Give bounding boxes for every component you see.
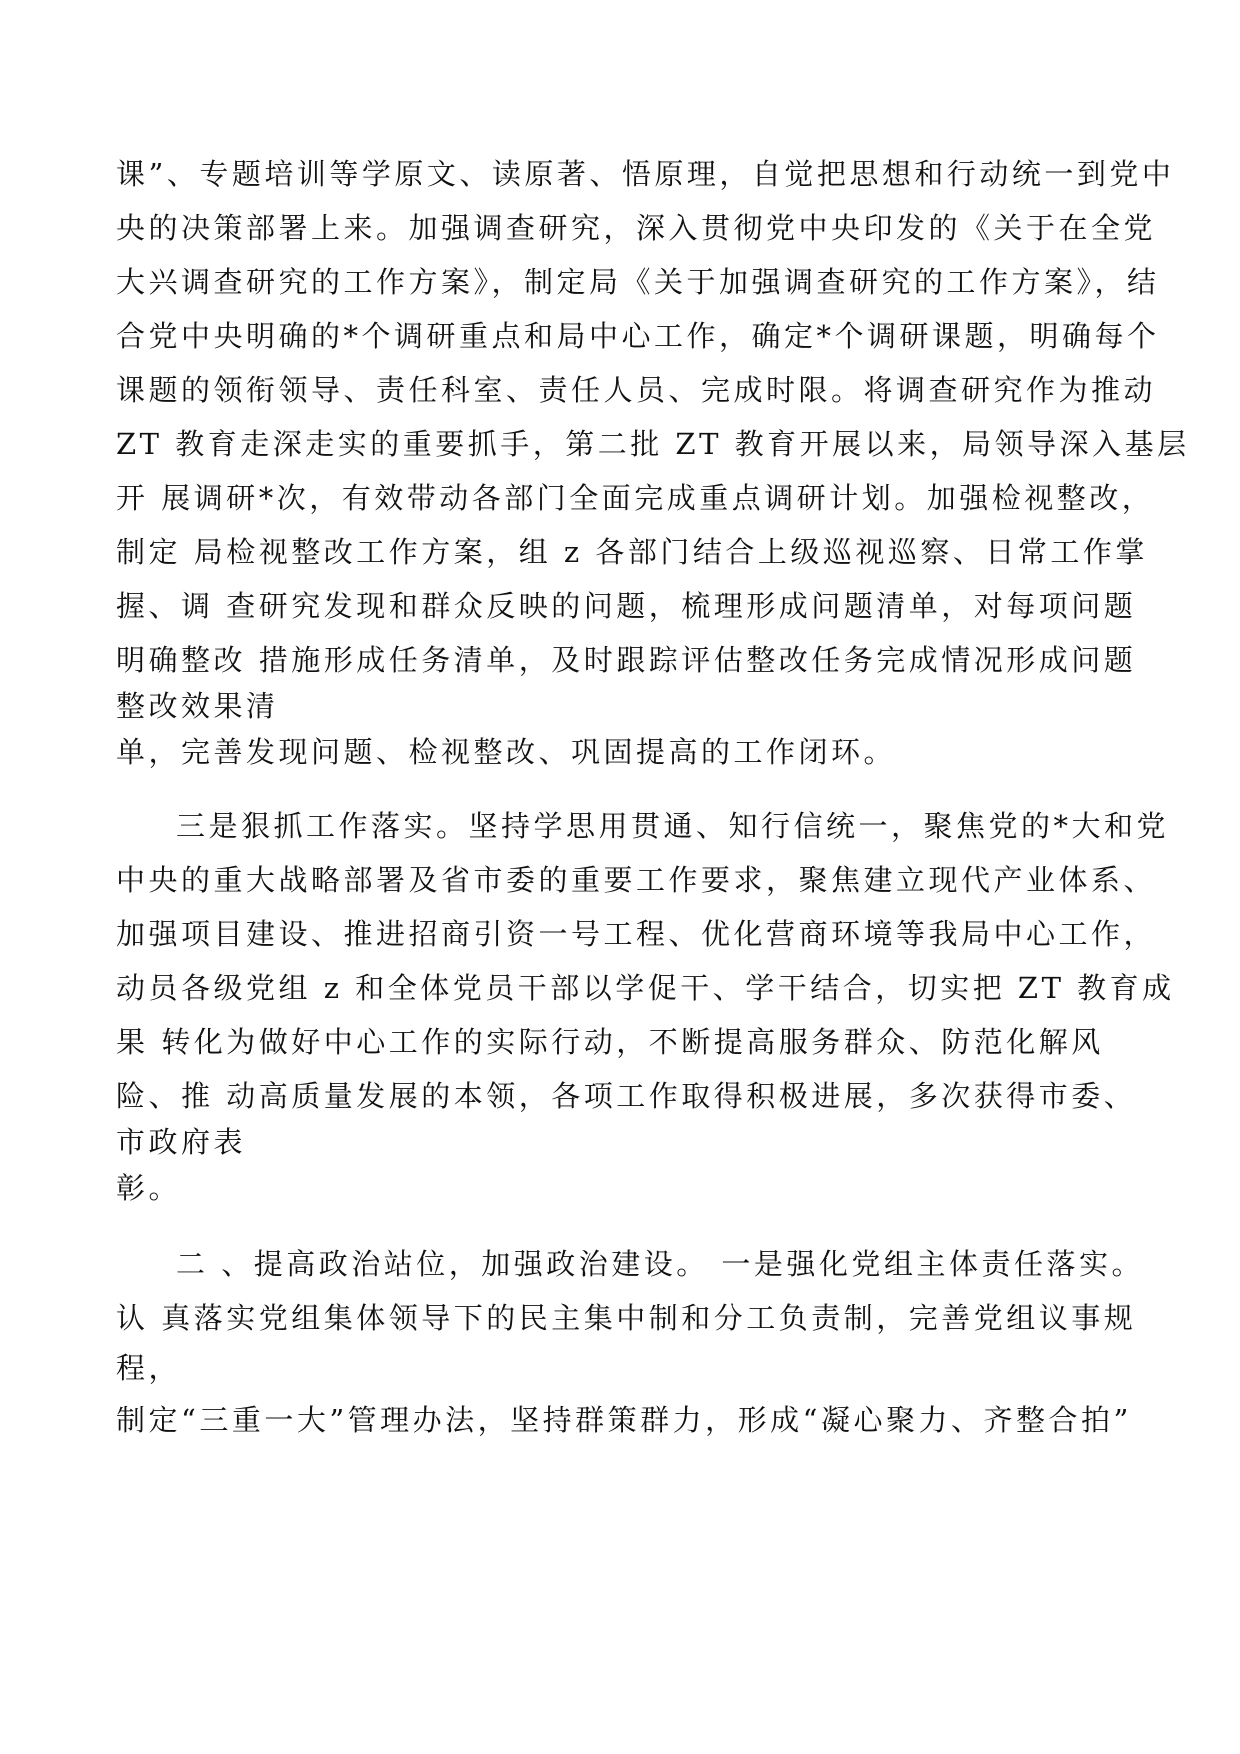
- text-line: 大兴调查研究的工作方案》，制定局《关于加强调查研究的工作方案》，结: [116, 265, 1160, 299]
- text-line: 单，完善发现问题、检视整改、巩固提高的工作闭环。: [116, 735, 897, 769]
- text-line: 明确整改 措施形成任务清单，及时跟踪评估整改任务完成情况形成问题: [116, 643, 1137, 677]
- text-line: 握、调 查研究发现和群众反映的问题，梳理形成问题清单，对每项问题: [116, 589, 1137, 623]
- text-line: 中央的重大战略部署及省市委的重要工作要求，聚焦建立现代产业体系、: [116, 863, 1157, 897]
- text-line: 合党中央明确的*个调研重点和局中心工作，确定*个调研课题，明确每个: [116, 319, 1160, 353]
- text-line: 果 转化为做好中心工作的实际行动，不断提高服务群众、防范化解风: [116, 1025, 1104, 1059]
- text-line: 制定 局检视整改工作方案，组 z 各部门结合上级巡视巡察、日常工作掌: [116, 535, 1148, 569]
- text-line: 央的决策部署上来。加强调查研究，深入贯彻党中央印发的《关于在全党: [116, 211, 1157, 245]
- text-line: 认 真落实党组集体领导下的民主集中制和分工负责制，完善党组议事规: [116, 1301, 1137, 1335]
- text-line: 加强项目建设、推进招商引资一号工程、优化营商环境等我局中心工作，: [116, 917, 1157, 951]
- text-line: 险、推 动高质量发展的本领，各项工作取得积极进展，多次获得市委、: [116, 1079, 1137, 1113]
- text-line: ZT 教育走深走实的重要抓手，第二批 ZT 教育开展以来，局领导深入基层: [116, 427, 1190, 461]
- paragraph-first-line: 三是狠抓工作落实。坚持学思用贯通、知行信统一，聚焦党的*大和党: [176, 809, 1170, 843]
- text-line: 市政府表: [116, 1125, 247, 1159]
- text-line: 程，: [116, 1351, 182, 1385]
- text-line: 动员各级党组 z 和全体党员干部以学促干、学干结合，切实把 ZT 教育成: [116, 971, 1175, 1005]
- text-line: 整改效果清: [116, 689, 279, 723]
- text-line: 课”、专题培训等学原文、读原著、悟原理，自觉把思想和行动统一到党中: [116, 157, 1175, 191]
- text-line: 课题的领衔领导、责任科室、责任人员、完成时限。将调查研究作为推动: [116, 373, 1157, 407]
- text-line: 制定“三重一大”管理办法，坚持群策群力，形成“凝心聚力、齐整合拍”: [116, 1403, 1132, 1437]
- section-heading: 二 、提高政治站位，加强政治建设。 一是强化党组主体责任落实。: [176, 1247, 1144, 1281]
- text-line: 彰。: [116, 1171, 182, 1205]
- text-line: 开 展调研*次，有效带动各部门全面完成重点调研计划。加强检视整改，: [116, 481, 1155, 515]
